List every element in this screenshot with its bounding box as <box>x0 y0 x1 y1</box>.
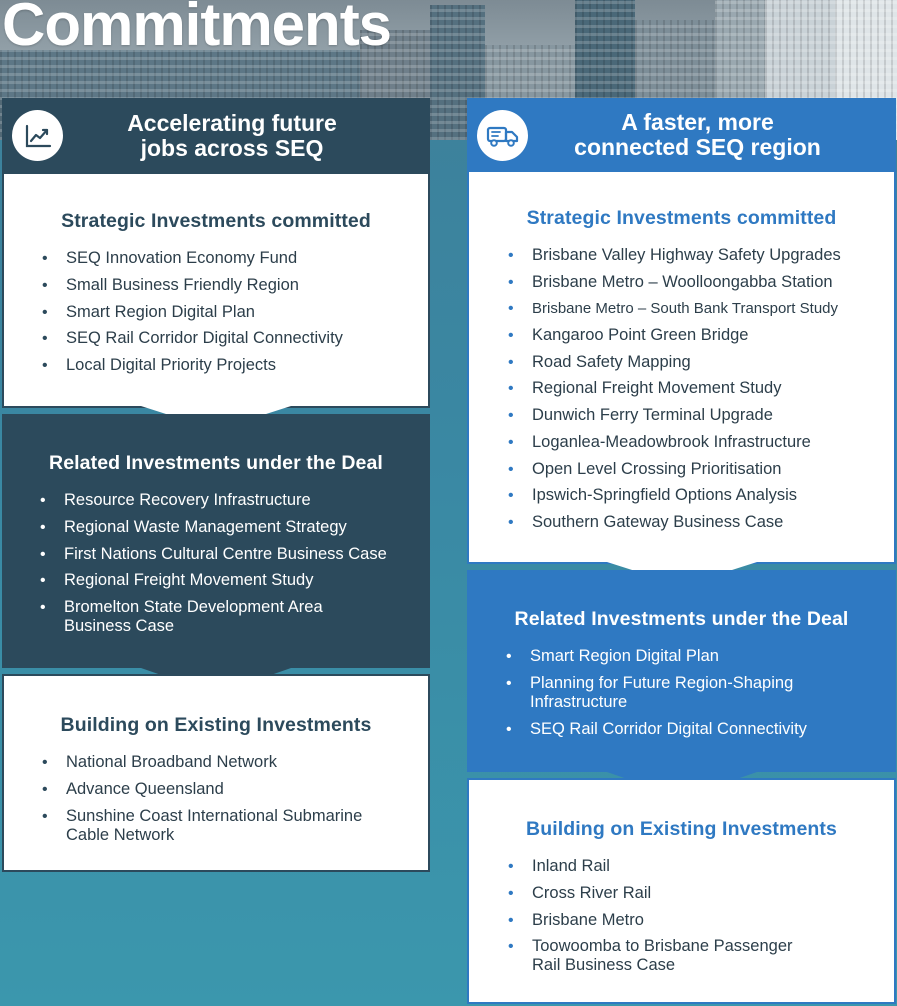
section-title: Related Investments under the Deal <box>49 452 383 474</box>
connected-column-header <box>467 98 896 172</box>
list-item: • SEQ Rail Corridor Digital Connectivity <box>506 719 807 738</box>
list-item: • Southern Gateway Business Case <box>508 512 784 531</box>
list-item: • Advance Queensland <box>42 779 224 798</box>
list-item: • First Nations Cultural Centre Business Case <box>40 544 387 563</box>
right-strategic-section <box>467 172 896 564</box>
list-item: • Open Level Crossing Prioritisation <box>508 459 782 478</box>
list-item: • Planning for Future Region-Shaping Infrastructure <box>506 673 794 711</box>
list-item: • Small Business Friendly Region <box>42 275 299 294</box>
list-item: • Dunwich Ferry Terminal Upgrade <box>508 406 773 425</box>
section-title: Building on Existing Investments <box>60 714 372 736</box>
right-existing-list <box>469 857 894 975</box>
list-item: • Inland Rail <box>508 857 610 875</box>
left-related-section <box>2 414 430 668</box>
list-item: • Toowoomba to Brisbane Passenger Rail Business Case <box>508 937 793 975</box>
list-item: • Brisbane Metro – South Bank Transport Study <box>508 300 838 318</box>
right-existing-section <box>467 778 896 1004</box>
left-strategic-section <box>2 174 430 408</box>
list-item: • Bromelton State Development Area Business Case <box>40 598 323 636</box>
section-title: Building on Existing Investments <box>526 818 837 840</box>
section-title: Strategic Investments committed <box>61 210 371 232</box>
left-existing-list <box>4 753 428 845</box>
list-item: • SEQ Innovation Economy Fund <box>42 249 298 267</box>
list-item: • Brisbane Metro <box>508 910 644 929</box>
jobs-column-title: Accelerating future jobs across SEQ <box>127 110 337 161</box>
list-item: • Ipswich-Springfield Options Analysis <box>508 486 798 505</box>
right-related-section <box>467 570 896 772</box>
list-item: • SEQ Rail Corridor Digital Connectivity <box>42 329 343 348</box>
growth-chart-icon <box>12 110 63 161</box>
list-item: • Brisbane Valley Highway Safety Upgrades <box>508 246 841 264</box>
delivery-truck-icon <box>477 110 528 161</box>
section-title: Strategic Investments committed <box>526 207 837 229</box>
list-item: • Cross River Rail <box>508 883 652 902</box>
list-item: • Loganlea-Meadowbrook Infrastructure <box>508 432 811 451</box>
connected-column <box>467 98 896 1004</box>
list-item: • Kangaroo Point Green Bridge <box>508 326 749 345</box>
list-item: • National Broadband Network <box>42 753 277 771</box>
list-item: • Resource Recovery Infrastructure <box>40 491 311 509</box>
list-item: • Local Digital Priority Projects <box>42 356 276 375</box>
list-item: • Regional Freight Movement Study <box>40 571 314 590</box>
left-strategic-list <box>4 249 428 375</box>
list-item: • Road Safety Mapping <box>508 352 691 371</box>
connected-column-title: A faster, more connected SEQ region <box>574 109 821 160</box>
list-item: • Sunshine Coast International Submarine Cable Network <box>42 806 363 844</box>
section-title: Related Investments under the Deal <box>514 608 849 630</box>
list-item: • Brisbane Metro – Woolloongabba Station <box>508 272 833 291</box>
list-item: • Smart Region Digital Plan <box>506 647 719 665</box>
list-item: • Regional Freight Movement Study <box>508 379 782 398</box>
right-strategic-list <box>469 246 894 532</box>
left-related-list <box>2 491 430 636</box>
right-related-list <box>467 647 896 739</box>
left-existing-section <box>2 674 430 872</box>
page-title: Commitments <box>2 0 392 58</box>
jobs-column-header <box>2 98 430 174</box>
list-item: • Smart Region Digital Plan <box>42 302 255 321</box>
list-item: • Regional Waste Management Strategy <box>40 517 347 536</box>
jobs-column <box>2 98 430 872</box>
